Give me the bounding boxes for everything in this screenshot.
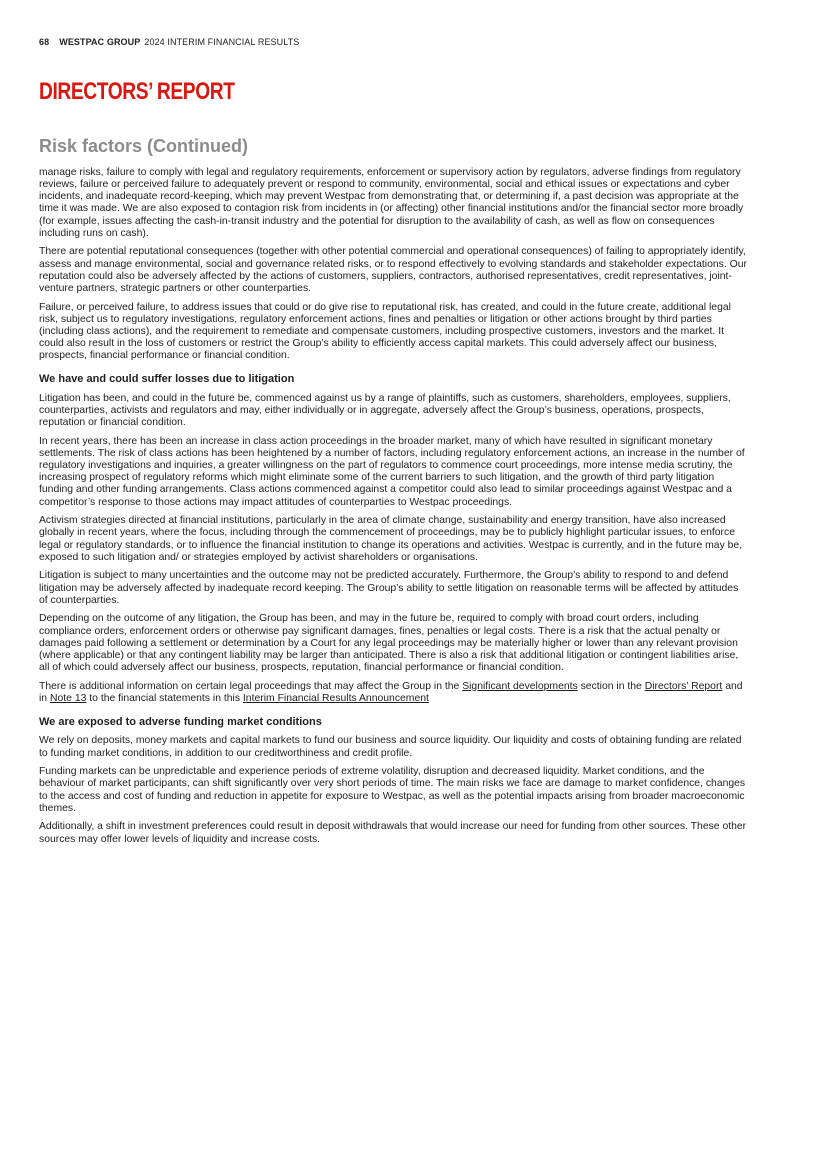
- paragraph: manage risks, failure to comply with legal and regulatory requirements, enforcement or supervisory action by regulators, adverse findings from regulatory reviews, failure or perceived failure to adequately prevent or respond to community, environmental, social and ethical issues or expectations and cyber incidents, and inadequate record-keeping, which may prevent Westpac from demonstrating that, or determining if, a past decision was appropriate at the time it was made. We are also exposed to contagion risk from incidents in (or affecting) other financial institutions and/or the financial sector more broadly (for example, issues affecting the cash-in-transit industry and the potential for disruption to the availability of cash, as well as flow on consequences including runs on cash).: [39, 167, 744, 239]
- running-header: [39, 37, 299, 47]
- body-content: [39, 167, 749, 852]
- brand-name: WESTPAC GROUP: [59, 37, 141, 47]
- paragraph: There are potential reputational consequences (together with other potential commercial and operational consequences) of failing to appropriately identify, assess and manage environmental, social and governance related risks, or to respond effectively to evolving standards and stakeholder expectations. Our reputation could also be adversely affected by the actions of customers, suppliers, contractors, authorised representatives, credit representatives, joint-venture partners, strategic partners or other counterparties.: [39, 246, 747, 294]
- paragraph: Funding markets can be unpredictable and experience periods of extreme volatility, disruption and decreased liquidity. Market conditions, and the behaviour of market participants, can shift significantly over very short periods of time. The main risks we face are damage to market confidence, changes to the access and cost of funding and reduction in appetite for exposure to Westpac, as well as the potential impacts arising from broader macroeconomic themes.: [39, 766, 746, 814]
- paragraph: Depending on the outcome of any litigation, the Group has been, and may in the future be, required to comply with broad court orders, including compliance orders, enforcement orders or otherwise pay significant damages, fines, penalties or legal costs. There is a risk that the actual penalty or damages paid following a settlement or determination by a Court for any legal proceedings may be materially higher or lower than any relevant provision (where applicable) or that any contingent liability may be larger than anticipated. There is also a risk that additional litigation or contingent liabilities arise, all of which could adversely affect our business, prospects, reputation, financial performance or financial condition.: [39, 613, 739, 673]
- interim-results-link[interactable]: Interim Financial Results Announcement: [242, 692, 429, 704]
- document-name: 2024 INTERIM FINANCIAL RESULTS: [144, 37, 300, 47]
- text-segment: section in the: [577, 680, 645, 692]
- paragraph: In recent years, there has been an increase in class action proceedings in the broader market, many of which have resulted in significant monetary settlements. The risk of class actions has been heightened by a number of factors, including regulatory enforcement actions, an increase in the number of regulatory investigations and inquiries, a greater willingness on the part of regulators to commence court proceedings, more intense media scrutiny, the increasing prospect of regulatory reforms which might eliminate some of the current barriers to such litigation, and the growth of third party litigation funding and other funding arrangements. Class actions commenced against a competitor could also lead to similar proceedings against Westpac and a competitor’s response to those actions may impact attitudes of counterparties to Westpac proceedings.: [39, 435, 745, 508]
- paragraph: We rely on deposits, money markets and capital markets to fund our business and source liquidity. Our liquidity and costs of obtaining funding are related to funding market conditions, in addition to our creditworthiness and credit profile.: [39, 735, 742, 759]
- paragraph: Litigation has been, and could in the future be, commenced against us by a range of plaintiffs, such as customers, shareholders, employees, suppliers, counterparties, activists and regulators and may, either individually or in aggregate, adversely affect the Group’s business, operations, prospects, reputation or financial condition.: [39, 392, 731, 429]
- litigation-heading: We have and could suffer losses due to litigation: [39, 373, 295, 386]
- page-number: 68: [39, 37, 50, 47]
- text-segment: to the financial statements in this: [86, 692, 243, 704]
- funding-heading: We are exposed to adverse funding market conditions: [39, 715, 322, 728]
- significant-developments-link[interactable]: Significant developments: [462, 680, 578, 692]
- report-title: DIRECTORS’ REPORT: [39, 78, 235, 105]
- section-title: Risk factors (Continued): [39, 136, 249, 156]
- cross-reference-paragraph: [39, 681, 749, 705]
- paragraph: Activism strategies directed at financial institutions, particularly in the area of climate change, sustainability and energy transition, have also increased globally in recent years, where the focus, including through the commencement of proceedings, may be to publicly highlight particular issues, to enforce legal or regulatory standards, or to influence the financial institution to change its operations and activities. Westpac is currently, and in the future may be, exposed to such litigation and/ or strategies employed by activist shareholders or organisations.: [39, 515, 743, 563]
- text-segment: There is additional information on certain legal proceedings that may affect the Group in the: [39, 680, 463, 692]
- text-segment: and in: [39, 680, 743, 704]
- paragraph: Litigation is subject to many uncertainties and the outcome may not be predicted accurately. Furthermore, the Group’s ability to respond to and defend litigation may be adversely affected by inadequate record keeping. The Group’s ability to settle litigation on reasonable terms will be affected by attitudes of counterparties.: [39, 570, 739, 606]
- paragraph: Failure, or perceived failure, to address issues that could or do give rise to reputational risk, has created, and could in the future create, additional legal risk, subject us to regulatory investigations, regulatory enforcement actions, fines and penalties or litigation or other actions brought by third parties (including class actions), and the requirement to remediate and compensate customers, including prospective customers, investors and the market. It could also result in the loss of customers or restrict the Group’s ability to efficiently access capital markets. This could adversely affect our business, prospects, financial performance or financial condition.: [39, 301, 731, 362]
- directors-report-link[interactable]: Directors’ Report: [644, 680, 723, 692]
- note-13-link[interactable]: Note 13: [49, 692, 87, 704]
- paragraph: Additionally, a shift in investment preferences could result in deposit withdrawals that would increase our need for funding from other sources. These other sources may offer lower levels of liquidity and increase costs.: [39, 821, 747, 845]
